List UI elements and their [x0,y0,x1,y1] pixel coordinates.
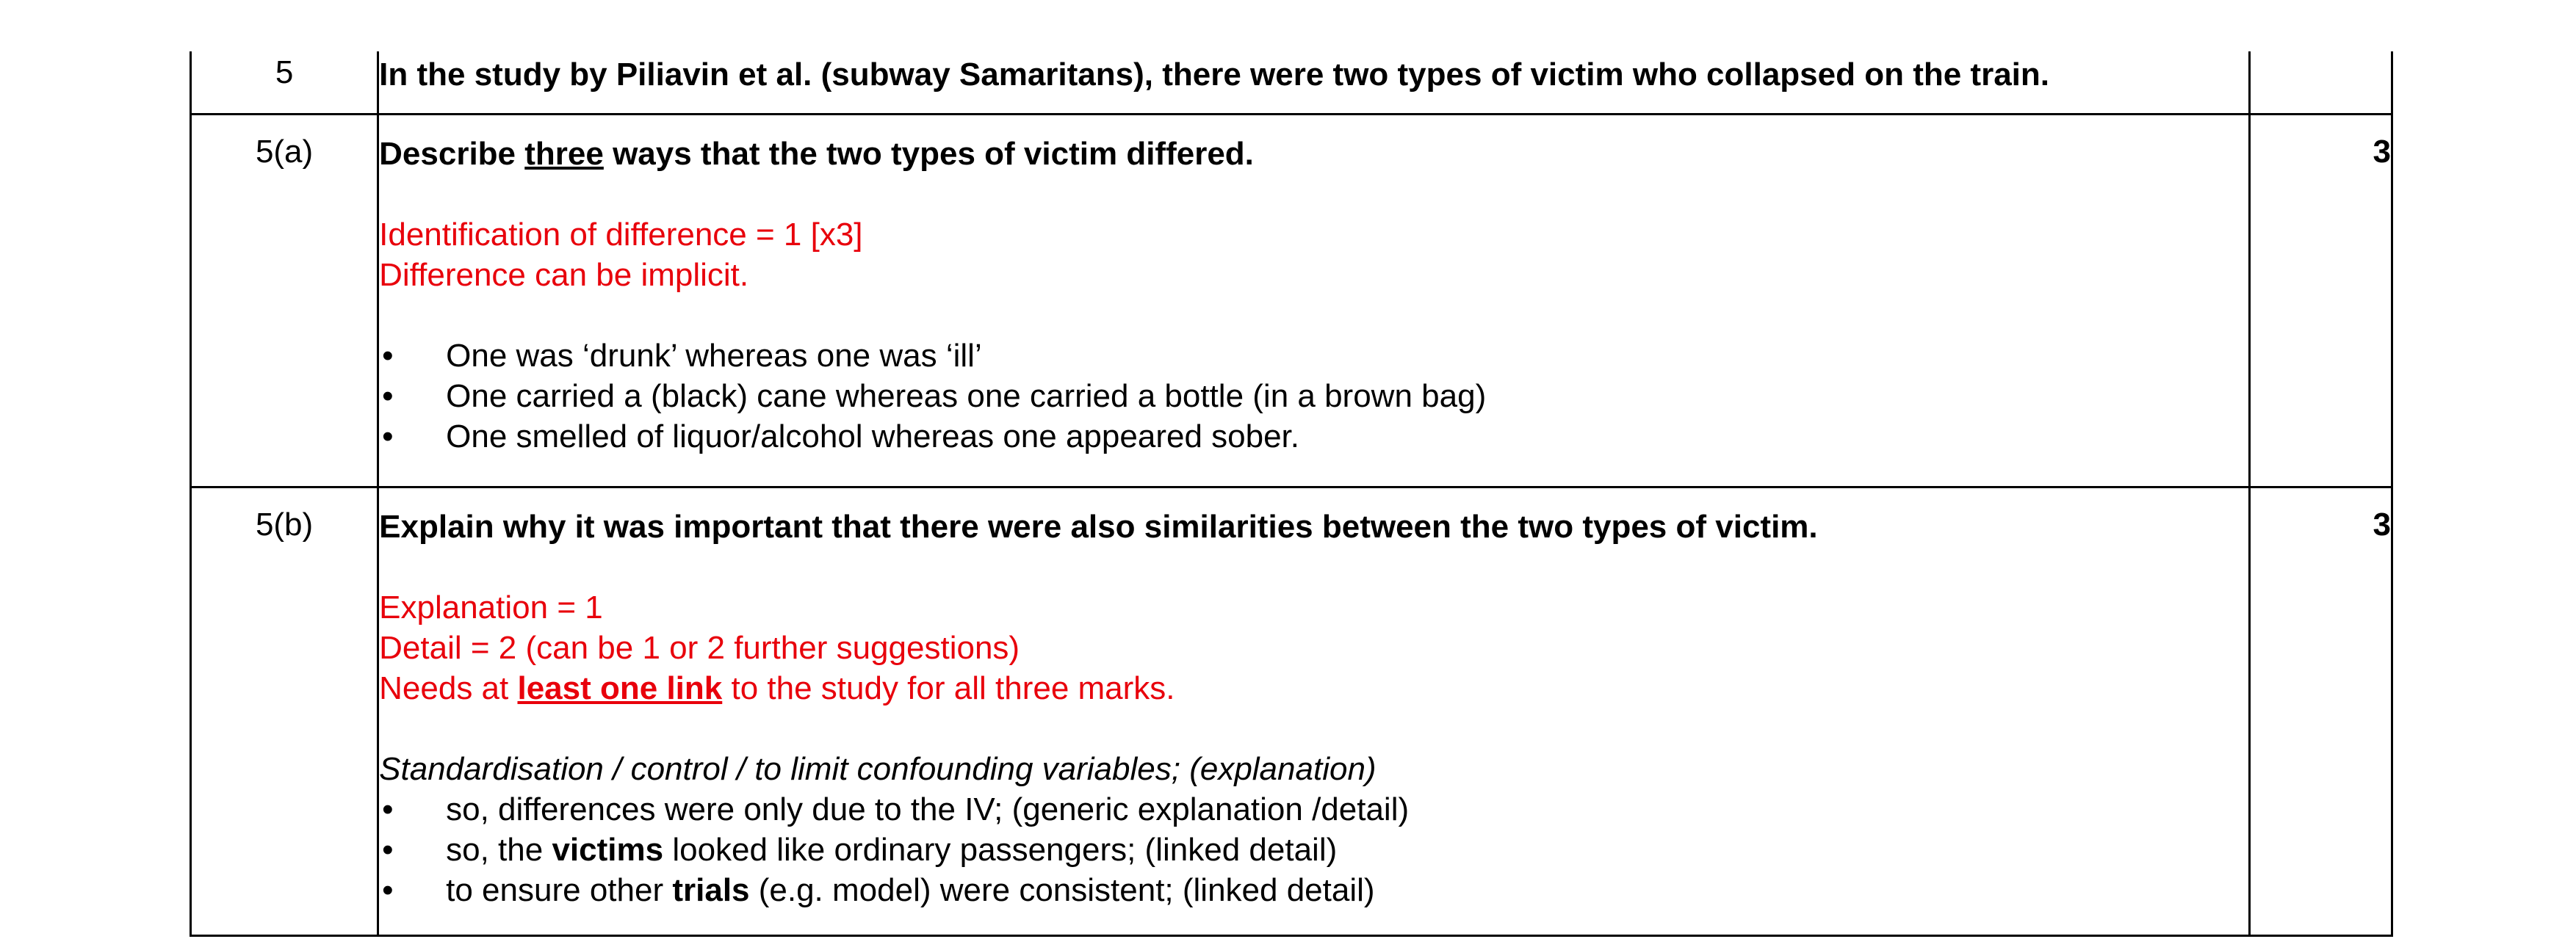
answer-bullet-text: One carried a (black) cane whereas one carried a bottle (in a brown bag) [446,378,1487,414]
marking-guidance-line: Detail = 2 (can be 1 or 2 further suggestions) [379,630,1020,666]
bullet-marker: • [382,872,394,908]
answer-bullet [379,336,2248,376]
question-text-part: Describe [379,136,525,172]
question-5a-answer-cell [378,115,2249,487]
bullet-marker: • [382,338,394,374]
answer-bullet-text: so, differences were only due to the IV; (generic explanation /detail) [446,791,1410,827]
answer-bullet [379,789,2248,830]
answer-bullet [379,870,2248,910]
answer-bullet-emphasis: victims [552,832,664,868]
bullet-marker: • [382,832,394,868]
answer-bullet-text: (e.g. model) were consistent; (linked detail) [749,872,1375,908]
marking-guidance-line: Difference can be implicit. [379,257,749,293]
question-text: Explain why it was important that there were also similarities between the two types of victim. [379,509,1818,545]
answer-bullet [379,416,2248,457]
marking-guidance-line: Explanation = 1 [379,590,603,626]
bullet-marker: • [382,378,394,414]
marking-guidance-line: Identification of difference = 1 [x3] [379,217,863,253]
guidance-text-part: to the study for all three marks. [722,670,1175,706]
question-text-part: ways that the two types of victim differed. [603,136,1254,172]
bullet-marker: • [382,791,394,827]
answer-bullet-list [379,789,2248,910]
answer-bullet-list [379,336,2248,457]
answer-bullet-text: One was ‘drunk’ whereas one was ‘ill’ [446,338,982,374]
question-number: 5 [191,51,378,115]
question-5b-row [191,487,2392,936]
marks-value: 3 [2249,487,2392,936]
question-number: 5(a) [191,115,378,487]
marks-cell [2249,51,2392,115]
marks-value: 3 [2249,115,2392,487]
bullet-marker: • [382,418,394,454]
question-5-row [191,51,2392,115]
question-5b-answer-cell [378,487,2249,936]
answer-bullet [379,376,2248,416]
answer-bullet-emphasis: trials [672,872,750,908]
answer-bullet-text: to ensure other [446,872,673,908]
answer-bullet [379,830,2248,870]
question-stem: In the study by Piliavin et al. (subway Samaritans), there were two types of victim who collapsed on the train. [379,57,2050,93]
answer-bullet-text: looked like ordinary passengers; (linked detail) [663,832,1338,868]
explanation-line [379,749,2248,789]
guidance-text-emphasis: least one link [517,670,723,706]
guidance-text-part: Needs at [379,670,518,706]
explanation-text: Standardisation / control / to limit confounding variables; (explanation) [379,751,1377,787]
answer-bullet-text: One smelled of liquor/alcohol whereas one appeared sober. [446,418,1299,454]
question-5-stem-cell [378,51,2249,115]
question-number: 5(b) [191,487,378,936]
question-5a-row [191,115,2392,487]
question-text [379,134,2248,174]
marking-guidance-line [379,668,2248,708]
question-text-emphasis: three [524,136,604,172]
answer-bullet-text: so, the [446,832,552,868]
mark-scheme-table [190,51,2393,937]
